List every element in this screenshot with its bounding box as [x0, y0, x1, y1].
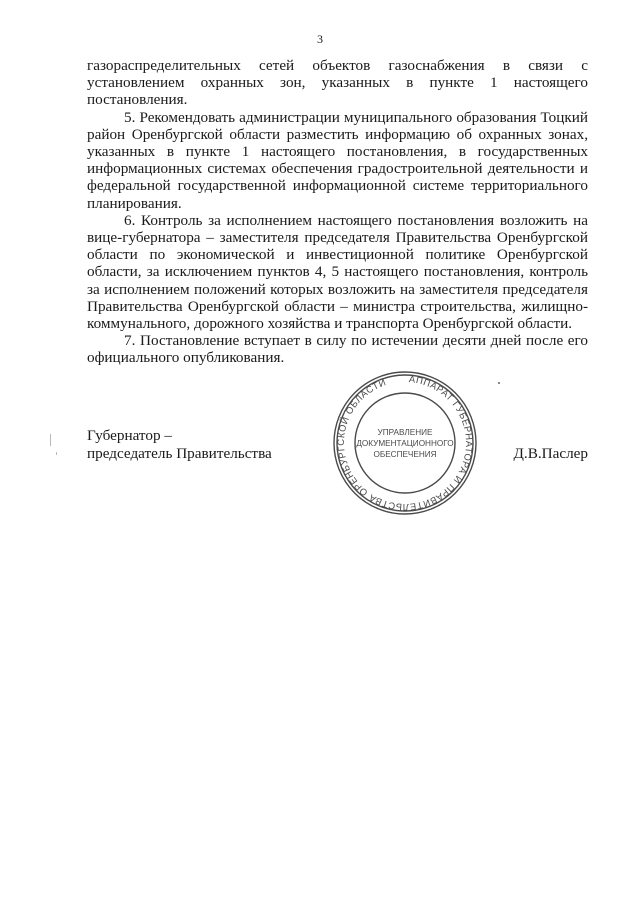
paragraph-continuation: газораспределительных сетей объектов газоснабжения в связи с установлением охранных зон, указанных в пункте 1 настоящего постановления.	[87, 57, 588, 109]
signature-title-line-1: Губернатор –	[87, 427, 172, 444]
ink-speck	[498, 382, 500, 384]
paragraph-item-5: 5. Рекомендовать администрации муниципального образования Тоцкий район Оренбургской области разместить информацию об охранных зонах, указанных в пункте 1 настоящего постановления, в государственных информационных системах обеспечения градостроительной деятельности и федеральной государственной информационной системе территориального планирования.	[87, 108, 588, 212]
document-body	[87, 57, 588, 367]
margin-mark	[50, 434, 51, 446]
paragraph-item-7: 7. Постановление вступает в силу по истечении десяти дней после его официального опубликования.	[87, 332, 588, 367]
official-seal	[331, 369, 479, 517]
seal-center-line-3: ОБЕСПЕЧЕНИЯ	[373, 450, 437, 459]
paragraph-item-6: 6. Контроль за исполнением настоящего постановления возложить на вице-губернатора – заместителя председателя Правительства Оренбургской области по экономической и инвестиционной политике Оренбургской области, за исключением пунктов 4, 5 настоящего постановления, контроль за исполнением положений которых возложить на заместителя председателя Правительства Оренбургской области – министра строительства, жилищно-коммунального, дорожного хозяйства и транспорта Оренбургской области.	[87, 211, 588, 333]
signature-title	[87, 427, 272, 463]
seal-center-line-2: ДОКУМЕНТАЦИОННОГО	[356, 439, 454, 448]
margin-mark	[56, 452, 57, 455]
page-number: 3	[317, 32, 323, 46]
signature-name: Д.В.Паслер	[513, 445, 588, 462]
seal-center-line-1: УПРАВЛЕНИЕ	[377, 428, 433, 437]
seal-ring-text: АППАРАТ ГУБЕРНАТОРА И ПРАВИТЕЛЬСТВА ОРЕНБУРГСКОЙ ОБЛАСТИ	[334, 373, 476, 514]
signature-title-line-2: председатель Правительства	[87, 445, 272, 462]
